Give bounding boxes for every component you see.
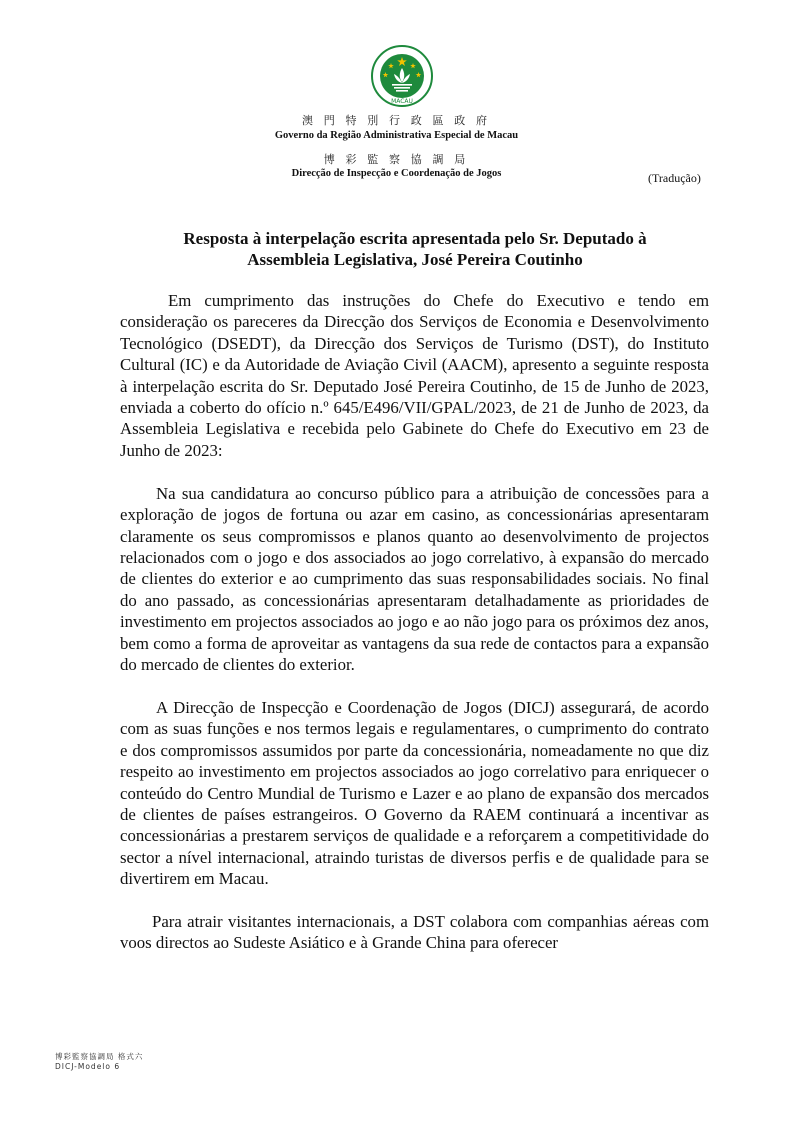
government-name-chinese: 澳 門 特 別 行 政 區 政 府 [302,115,491,127]
body-paragraph-3: A Direcção de Inspecção e Coordenação de Jogos (DICJ) assegurará, de acordo com as suas funções e nos termos legais e regulamentares, o cumprimento do contrato e dos compromissos assumidos por parte da concessionária, nomeadamente no que diz respeito ao investimento em projectos associados ao jogo correlativo para enriquecer o conteúdo do Centro Mundial de Turismo e Lazer e ao plano de expansão dos mercados de clientes de países estrangeiros. O Governo da RAEM continuará a incentivar as concessionárias a prestarem serviços de qualidade e a reforçarem a competitividade do sector a nível internacional, atraindo turistas de diversos perfis e de qualidade para se divertirem em Macau. [120,697,709,889]
document-title-line-2: Assembleia Legislativa, José Pereira Coutinho [247,250,583,269]
form-footer [55,1052,143,1072]
svg-text:MACAU: MACAU [391,98,413,105]
macau-emblem-icon [370,44,434,108]
form-footer-chinese: 博彩監察協調局 格式六 [55,1052,144,1061]
document-title-line-1: Resposta à interpelação escrita apresentada pelo Sr. Deputado à [183,229,647,248]
document-title [120,228,710,270]
body-paragraph-2: Na sua candidatura ao concurso público para a atribuição de concessões para a exploração de jogos de fortuna ou azar em casino, as concessionárias apresentaram claramente os seus compromissos e planos quanto ao desenvolvimento de projectos relacionados com o jogo e dos associados ao jogo correlativo, à expansão do mercado de clientes do exterior e ao cumprimento das suas responsabilidades sociais. No final do ano passado, as concessionárias apresentaram detalhadamente as prioridades de investimento em projectos associados ao jogo e ao não jogo para os próximos dez anos, bem como a forma de aproveitar as vantagens da sua rede de contactos para a expansão do mercado de clientes do exterior. [120,483,709,674]
body-paragraph-1: Em cumprimento das instruções do Chefe do Executivo e tendo em consideração os pareceres da Direcção dos Serviços de Economia e Desenvolvimento Tecnológico (DSEDT), da Direcção dos Serviços de Turismo (DST), do Instituto Cultural (IC) e da Autoridade de Aviação Civil (AACM), apresento a seguinte resposta à interpelação escrita do Sr. Deputado José Pereira Coutinho, de 15 de Junho de 2023, enviada a coberto do ofício n.º 645/E496/VII/GPAL/2023, de 21 de Junho de 2023, da Assembleia Legislativa e recebida pelo Gabinete do Chefe do Executivo em 23 de Junho de 2023: [120,291,709,460]
government-name-portuguese: Governo da Região Administrativa Especial de Macau [274,130,519,141]
department-name-chinese: 博 彩 監 察 協 調 局 [323,154,470,166]
form-footer-model: DICJ-Modelo 6 [55,1062,121,1071]
document-body [120,290,709,975]
department-name-portuguese: Direcção de Inspecção e Coordenação de Jogos [291,168,502,179]
translation-note: (Tradução) [648,171,701,185]
body-paragraph-4: Para atrair visitantes internacionais, a DST colabora com companhias aéreas com voos directos ao Sudeste Asiático e à Grande China para oferecer [120,912,709,953]
